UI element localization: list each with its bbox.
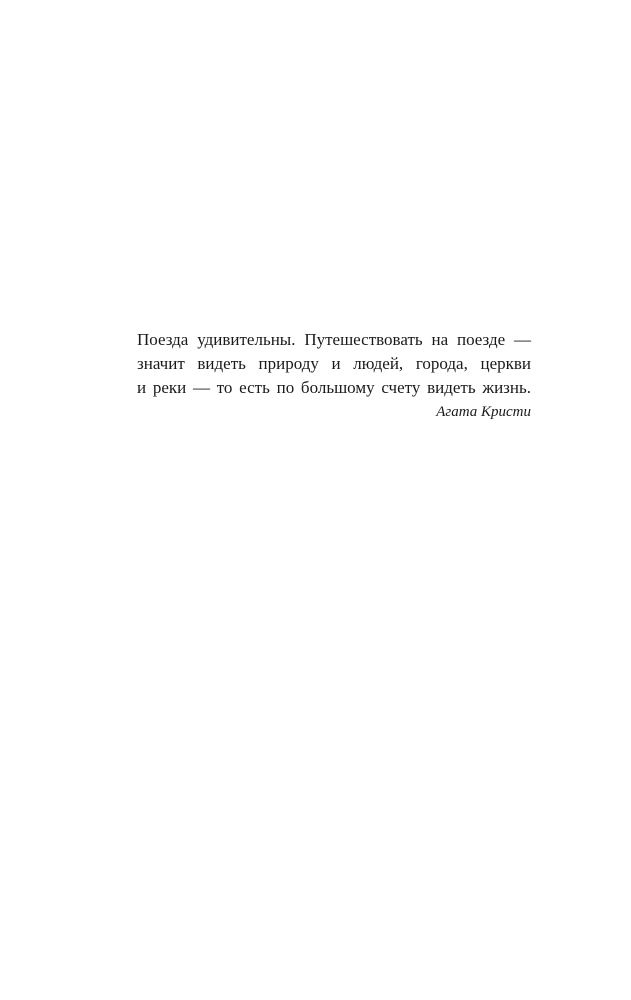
quote-line-3: и реки — то есть по большому счету видеть жизнь. bbox=[137, 378, 531, 397]
epigraph-author: Агата Кристи bbox=[436, 404, 531, 420]
quote-line-1: Поезда удивительны. Путешествовать на поезде — bbox=[137, 330, 531, 349]
epigraph-quote bbox=[137, 328, 531, 400]
epigraph bbox=[137, 328, 531, 422]
quote-line-2: значит видеть природу и людей, города, церкви bbox=[137, 354, 531, 373]
